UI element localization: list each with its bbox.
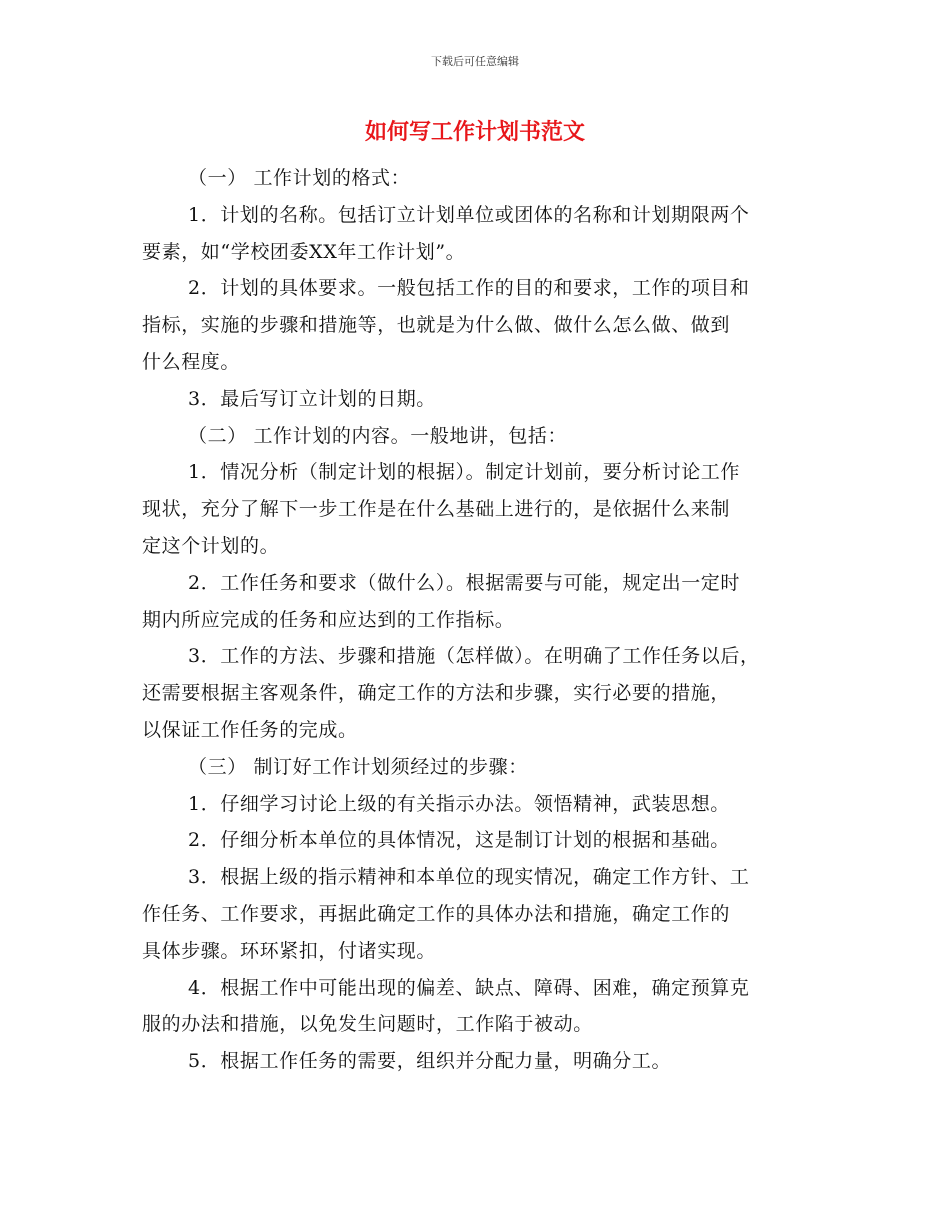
document-title: 如何写工作计划书范文 — [364, 120, 585, 145]
text-line: 1．仔细学习讨论上级的有关指示办法。领悟精神，武装思想。 — [188, 792, 730, 815]
text-line: 2．计划的具体要求。一般包括工作的目的和要求，工作的项目和 — [188, 277, 750, 300]
text-line: 1．情况分析（制定计划的根据）。制定计划前，要分析讨论工作 — [188, 461, 740, 484]
text-line: 2．工作任务和要求（做什么）。根据需要与可能，规定出一定时 — [188, 571, 740, 594]
text-line: 3．最后写订立计划的日期。 — [188, 387, 436, 410]
text-line: 定这个计划的。 — [142, 534, 280, 557]
text-line: （三） 制订好工作计划须经过的步骤： — [188, 755, 528, 778]
text-line: 具体步骤。环环紧扣，付诸实现。 — [142, 939, 437, 962]
text-line: 3．工作的方法、步骤和措施（怎样做）。在明确了工作任务以后， — [188, 645, 760, 668]
text-line: （一） 工作计划的格式： — [188, 167, 411, 189]
header-note: 下载后可任意编辑 — [431, 55, 519, 68]
text-line: 3．根据上级的指示精神和本单位的现实情况，确定工作方针、工 — [188, 866, 750, 889]
text-line: 服的办法和措施，以免发生问题时，工作陷于被动。 — [142, 1013, 593, 1036]
text-line: 指标，实施的步骤和措施等，也就是为什么做、做什么怎么做、做到 — [142, 314, 731, 337]
text-line: 以保证工作任务的完成。 — [142, 718, 358, 741]
text-line: 4．根据工作中可能出现的偏差、缺点、障碍、困难，确定预算克 — [188, 976, 750, 999]
text-line: 作任务、工作要求，再据此确定工作的具体办法和措施，确定工作的 — [142, 902, 731, 925]
text-line: 什么程度。 — [142, 350, 241, 373]
text-line: 期内所应完成的任务和应达到的工作指标。 — [142, 608, 515, 631]
text-line: （二） 工作计划的内容。一般地讲，包括： — [188, 424, 568, 447]
text-line: 5．根据工作任务的需要，组织并分配力量，明确分工。 — [188, 1050, 672, 1073]
text-line: 2．仔细分析本单位的具体情况，这是制订计划的根据和基础。 — [188, 829, 730, 852]
text-line: 还需要根据主客观条件，确定工作的方法和步骤，实行必要的措施， — [142, 682, 731, 705]
text-line: 1．计划的名称。包括订立计划单位或团体的名称和计划期限两个 — [188, 203, 750, 226]
text-line: 要素，如“学校团委XX年工作计划”。 — [142, 240, 466, 263]
text-line: 现状，充分了解下一步工作是在什么基础上进行的，是依据什么来制 — [142, 498, 731, 521]
document-body — [142, 160, 822, 1080]
